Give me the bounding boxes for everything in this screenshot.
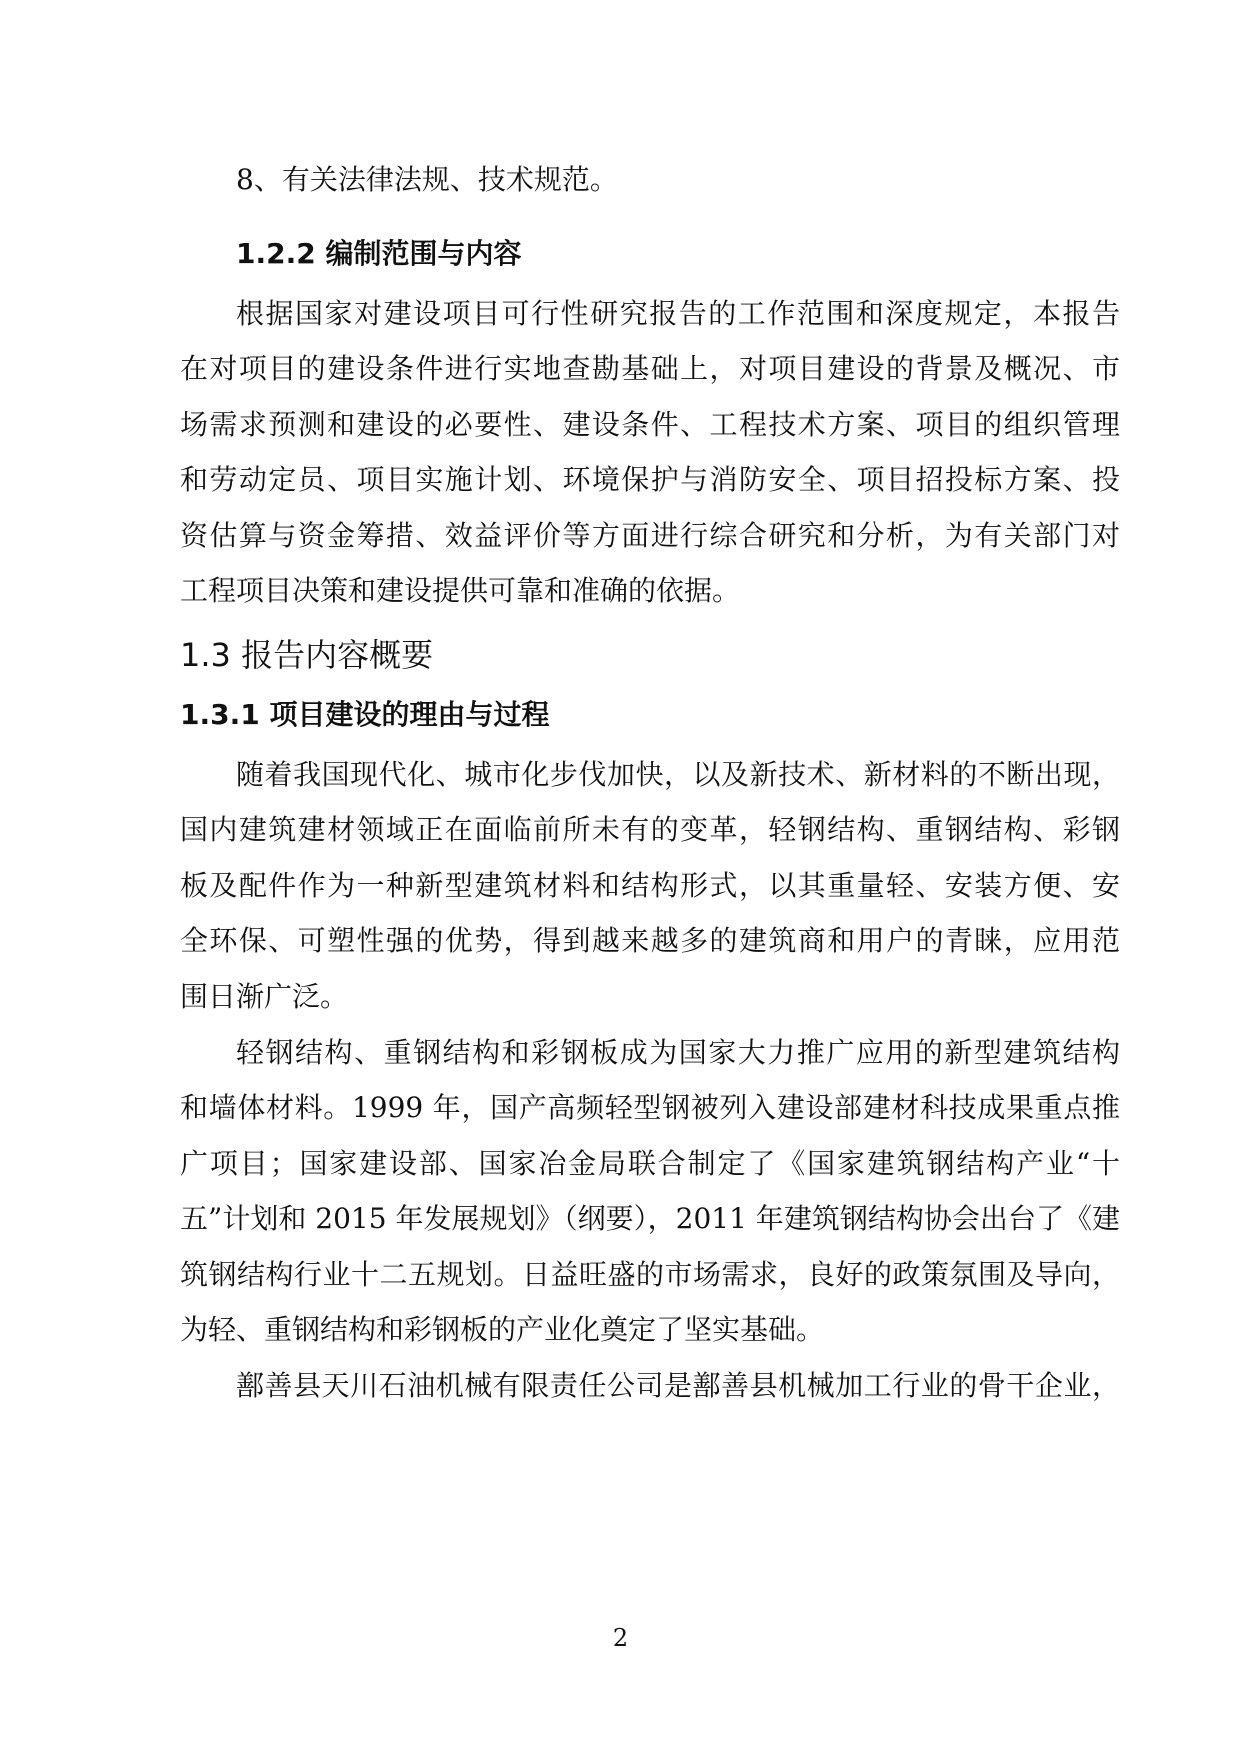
paragraph-line: 国内建筑建材领域正在面临前所未有的变革，轻钢结构、重钢结构、彩钢 <box>180 813 1120 846</box>
paragraph-line: 筑钢结构行业十二五规划。日益旺盛的市场需求，良好的政策氛围及导向， <box>180 1258 1120 1291</box>
list-item-8: 8、有关法律法规、技术规范。 <box>236 163 618 196</box>
section-heading-1-2-2: 1.2.2 编制范围与内容 <box>236 237 522 270</box>
paragraph-line: 和墙体材料。1999 年，国产高频轻型钢被列入建设部建材科技成果重点推 <box>180 1091 1120 1124</box>
paragraph-line: 工程项目决策和建设提供可靠和准确的依据。 <box>180 574 741 607</box>
paragraph-line: 场需求预测和建设的必要性、建设条件、工程技术方案、项目的组织管理 <box>180 408 1120 441</box>
paragraph-line: 围日渐广泛。 <box>180 980 349 1013</box>
section-heading-1-3: 1.3 报告内容概要 <box>180 636 434 674</box>
section-heading-1-3-1: 1.3.1 项目建设的理由与过程 <box>180 698 550 731</box>
paragraph-line: 和劳动定员、项目实施计划、环境保护与消防安全、项目招投标方案、投 <box>180 463 1120 496</box>
paragraph-line: 轻钢结构、重钢结构和彩钢板成为国家大力推广应用的新型建筑结构 <box>236 1036 1120 1069</box>
page-number: 2 <box>612 1624 629 1652</box>
paragraph-line: 资估算与资金筹措、效益评价等方面进行综合研究和分析，为有关部门对 <box>180 519 1120 552</box>
paragraph-line: 随着我国现代化、城市化步伐加快，以及新技术、新材料的不断出现， <box>236 758 1120 791</box>
paragraph-line: 五”计划和 2015 年发展规划》（纲要），2011 年建筑钢结构协会出台了《建 <box>180 1202 1120 1235</box>
paragraph-line: 广项目；国家建设部、国家冶金局联合制定了《国家建筑钢结构产业“十 <box>180 1147 1120 1180</box>
paragraph-line: 全环保、可塑性强的优势，得到越来越多的建筑商和用户的青睐，应用范 <box>180 924 1120 957</box>
paragraph-line: 在对项目的建设条件进行实地查勘基础上，对项目建设的背景及概况、市 <box>180 352 1120 385</box>
paragraph-line: 鄯善县天川石油机械有限责任公司是鄯善县机械加工行业的骨干企业， <box>236 1369 1120 1402</box>
paragraph-line: 为轻、重钢结构和彩钢板的产业化奠定了坚实基础。 <box>180 1313 825 1346</box>
paragraph-line: 根据国家对建设项目可行性研究报告的工作范围和深度规定，本报告 <box>236 297 1120 330</box>
paragraph-line: 板及配件作为一种新型建筑材料和结构形式，以其重量轻、安装方便、安 <box>180 869 1120 902</box>
